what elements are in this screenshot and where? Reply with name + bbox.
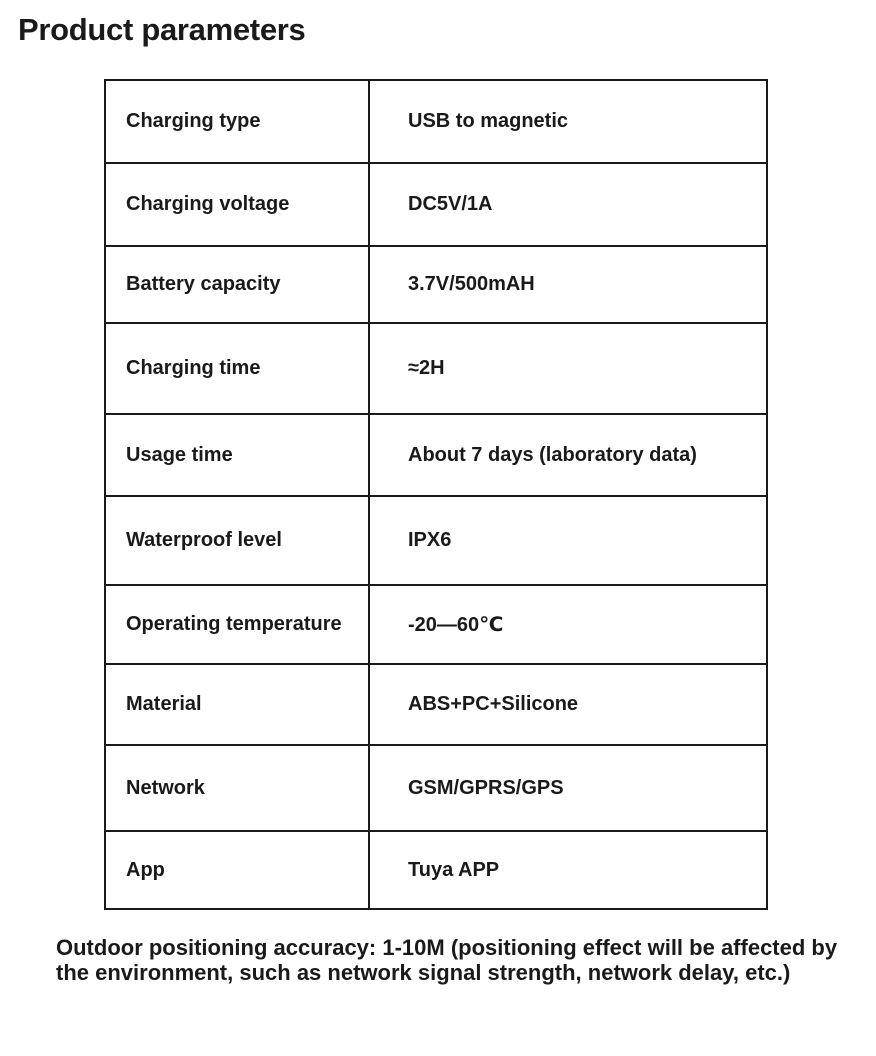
table-row bbox=[105, 246, 767, 323]
parameter-value: Tuya APP bbox=[369, 831, 767, 909]
page-title: Product parameters bbox=[18, 12, 306, 47]
parameter-value: -20—60℃ bbox=[369, 585, 767, 664]
parameter-name: Usage time bbox=[105, 414, 369, 496]
table-row bbox=[105, 323, 767, 414]
table-row bbox=[105, 831, 767, 909]
table-row bbox=[105, 80, 767, 163]
parameter-name: Charging voltage bbox=[105, 163, 369, 246]
parameter-name: Charging time bbox=[105, 323, 369, 414]
parameter-value: IPX6 bbox=[369, 496, 767, 585]
parameter-value: ABS+PC+Silicone bbox=[369, 664, 767, 745]
parameter-value: GSM/GPRS/GPS bbox=[369, 745, 767, 831]
parameter-name: Battery capacity bbox=[105, 246, 369, 323]
parameter-value: ≈2H bbox=[369, 323, 767, 414]
parameter-name: Waterproof level bbox=[105, 496, 369, 585]
parameter-name: Charging type bbox=[105, 80, 369, 163]
parameter-value: DC5V/1A bbox=[369, 163, 767, 246]
product-parameters-table bbox=[104, 79, 768, 910]
parameter-value: About 7 days (laboratory data) bbox=[369, 414, 767, 496]
table-row bbox=[105, 664, 767, 745]
table-row bbox=[105, 585, 767, 664]
parameter-value: 3.7V/500mAH bbox=[369, 246, 767, 323]
parameter-name: App bbox=[105, 831, 369, 909]
table-row bbox=[105, 414, 767, 496]
table-row bbox=[105, 163, 767, 246]
parameter-value: USB to magnetic bbox=[369, 80, 767, 163]
parameter-name: Operating temperature bbox=[105, 585, 369, 664]
parameter-name: Network bbox=[105, 745, 369, 831]
parameter-name: Material bbox=[105, 664, 369, 745]
positioning-accuracy-note: Outdoor positioning accuracy: 1-10M (positioning effect will be affected by the environment, such as network signal strength, network delay, etc.) bbox=[56, 935, 838, 985]
table-row bbox=[105, 745, 767, 831]
table-row bbox=[105, 496, 767, 585]
